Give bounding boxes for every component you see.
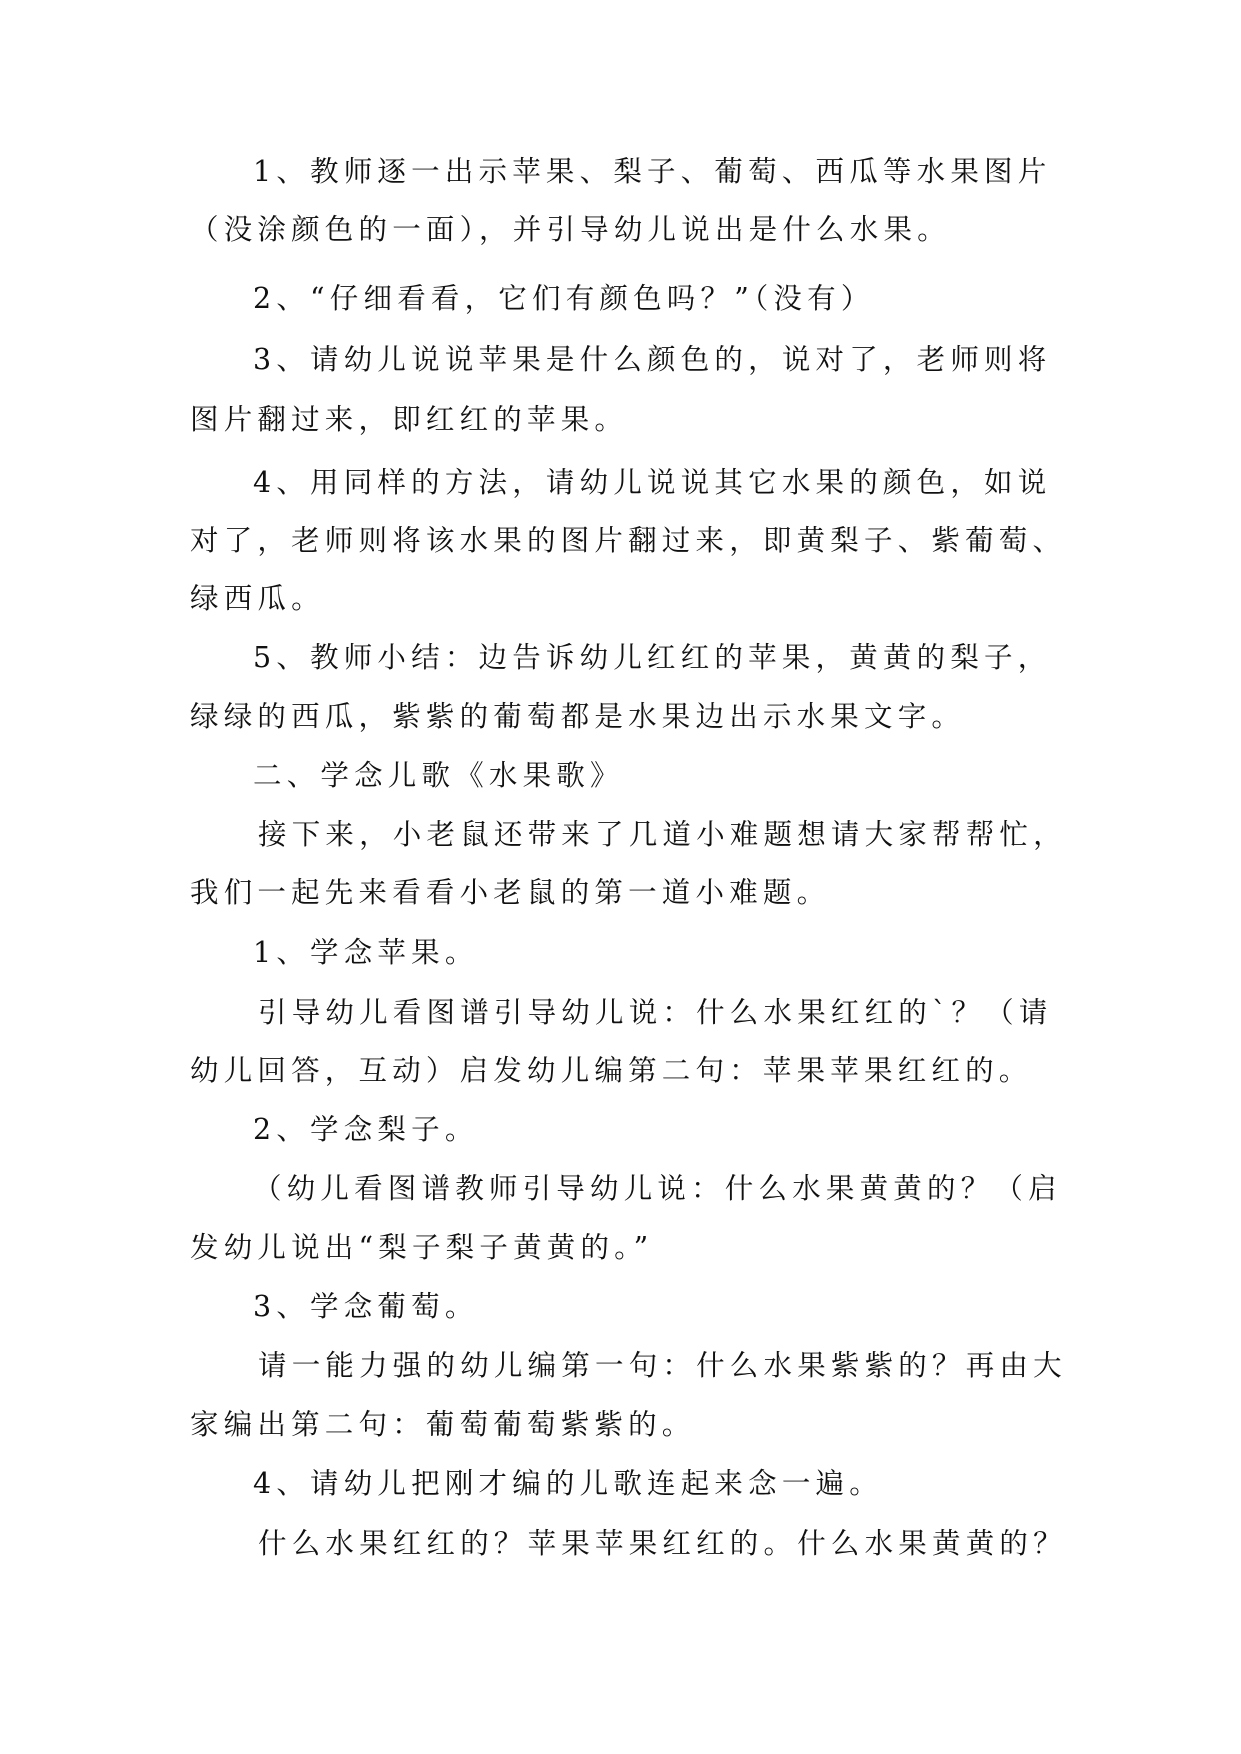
text-line: 1、学念苹果。 (253, 936, 479, 969)
text-line: 4、用同样的方法，请幼儿说说其它水果的颜色，如说 (253, 466, 1052, 499)
text-line: 对了，老师则将该水果的图片翻过来，即黄梨子、紫葡萄、 (190, 524, 1067, 557)
text-line: （幼儿看图谱教师引导幼儿说：什么水果黄黄的？（启 (253, 1172, 1062, 1205)
text-line: 引导幼儿看图谱引导幼儿说：什么水果红红的`？（请 (258, 996, 1053, 1029)
text-line: 我们一起先来看看小老鼠的第一道小难题。 (190, 876, 831, 909)
text-line: 接下来，小老鼠还带来了几道小难题想请大家帮帮忙， (258, 818, 1067, 851)
text-line: 绿西瓜。 (190, 582, 325, 615)
text-line: 1、教师逐一出示苹果、梨子、葡萄、西瓜等水果图片 (253, 155, 1052, 188)
text-line: 家编出第二句：葡萄葡萄紫紫的。 (190, 1408, 696, 1441)
text-line: 绿绿的西瓜，紫紫的葡萄都是水果边出示水果文字。 (190, 700, 966, 733)
text-line: 请一能力强的幼儿编第一句：什么水果紫紫的？再由大 (258, 1349, 1067, 1382)
text-line: 2、学念梨子。 (253, 1113, 479, 1146)
text-line: 发幼儿说出“梨子梨子黄黄的。” (190, 1231, 654, 1264)
text-line: 5、教师小结：边告诉幼儿红红的苹果，黄黄的梨子， (253, 641, 1052, 674)
text-line: 3、学念葡萄。 (253, 1290, 479, 1323)
text-line: 3、请幼儿说说苹果是什么颜色的，说对了，老师则将 (253, 343, 1052, 376)
text-line: 什么水果红红的？苹果苹果红红的。什么水果黄黄的？ (258, 1527, 1067, 1560)
text-line: （没涂颜色的一面），并引导幼儿说出是什么水果。 (190, 213, 951, 246)
text-line: 2、“仔细看看，它们有颜色吗？”（没有） (253, 282, 875, 315)
text-line: 图片翻过来，即红红的苹果。 (190, 403, 629, 436)
text-line: 幼儿回答，互动）启发幼儿编第二句：苹果苹果红红的。 (190, 1054, 1033, 1087)
section-heading: 二、学念儿歌《水果歌》 (253, 759, 624, 792)
text-line: 4、请幼儿把刚才编的儿歌连起来念一遍。 (253, 1467, 883, 1500)
